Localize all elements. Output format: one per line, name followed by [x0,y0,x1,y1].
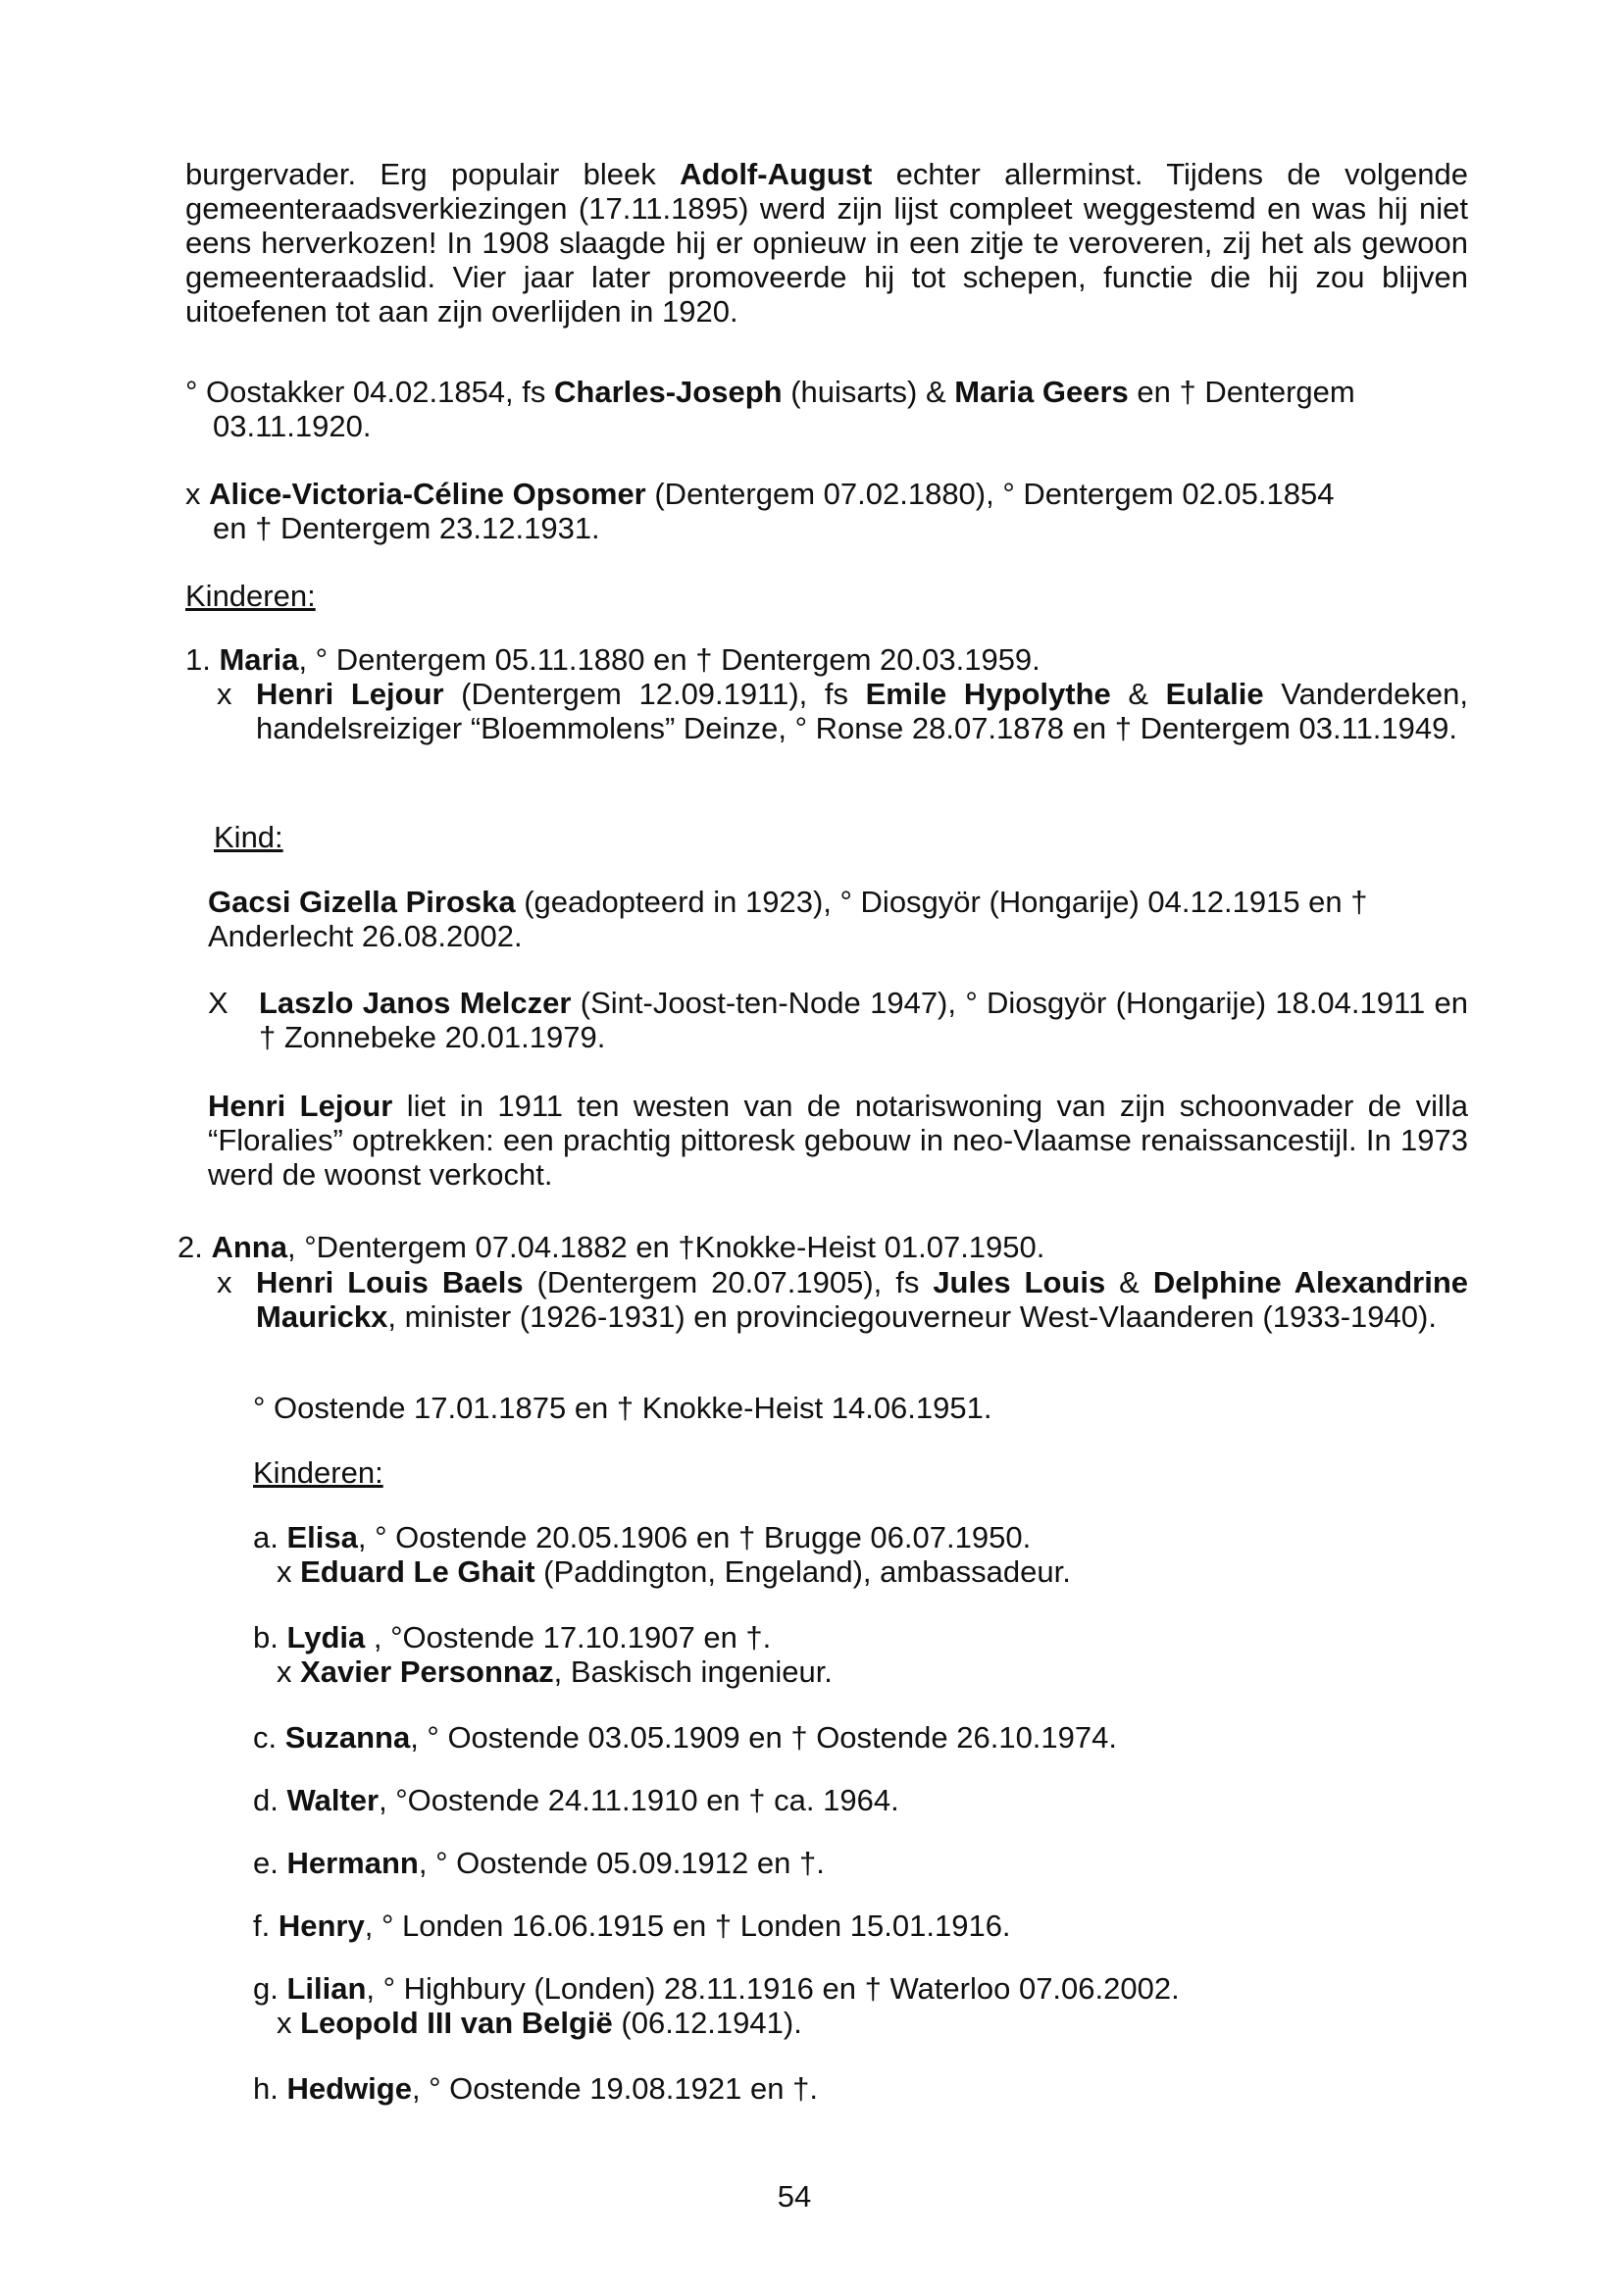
intro-name-adolf-august: Adolf-August [680,157,873,191]
child-2-spouse-mother: Delphine Alexandrine Maurickx [256,1265,1469,1334]
grandchild-f [253,1909,1011,1943]
grandchild-b-spouse-text: , Baskisch ingenieur. [553,1655,833,1689]
grandchild-c-letter: c. [253,1720,285,1755]
grandchild-b-spouse: Xavier Personnaz [300,1655,554,1689]
marriage-line-2 [185,511,1468,545]
child-2-spouse-birth [253,1391,992,1425]
child-2-marriage-text [256,1265,1468,1334]
grandchild-h [253,2071,818,2106]
kind-heading-text: Kind: [214,820,283,854]
grandchild-e-text: , ° Oostende 05.09.1912 en †. [418,1846,825,1880]
intro-text-2: echter allerminst. Tijdens de volgende gemeenteraadsverkiezingen (17.11.1895) werd zijn lijst compleet weggestemd en was hij niet eens herverkozen! In 1908 slaagde hij er opnieuw in een zitje te veroveren, zij het als gewoon gemeenteraadslid. Vier jaar later promoveerde hij tot schepen, functie die hij zou blijven uitoefenen tot aan zijn overlijden in 1920. [185,157,1468,329]
grandchild-g [253,1971,1180,2040]
child-1-text: , ° Dentergem 05.11.1880 en † Dentergem 20.03.1959. [298,642,1040,677]
kinderen-heading-text: Kinderen: [185,579,316,613]
child-2-kinderen-heading-text: Kinderen: [253,1455,383,1490]
grandchild-b-name: Lydia [286,1620,366,1655]
grandchild-b [253,1620,833,1689]
birth-text-2: (huisarts) & [782,375,955,409]
gacsi-entry [208,885,1468,953]
grandchild-g-letter: g. [253,1971,287,2006]
birth-text-3: en † Dentergem [1128,375,1355,409]
grandchild-a-x: x [277,1554,301,1589]
child-2-number: 2. [178,1230,212,1264]
grandchild-b-letter: b. [253,1620,287,1655]
child-2-name: Anna [211,1230,287,1264]
grandchild-a-text: , ° Oostende 20.05.1906 en † Brugge 06.07.1950. [357,1520,1032,1554]
laszlo-entry [208,986,1468,1054]
child-2-kinderen-heading [253,1455,383,1490]
grandchild-a-name: Elisa [286,1520,358,1554]
child-1-marriage-text-2: & [1110,677,1166,711]
death-date: 03.11.1920. [213,409,372,443]
child-1-marriage-text [256,677,1468,745]
grandchild-f-text: , ° Londen 16.06.1915 en † Londen 15.01.1916. [364,1909,1011,1943]
page-number [755,2179,834,2214]
grandchild-b-x: x [277,1655,301,1689]
villa-person-name: Henri Lejour [208,1089,393,1123]
child-1-line [185,642,1468,677]
grandchild-h-text: , ° Oostende 19.08.1921 en †. [411,2071,818,2106]
grandchild-g-spouse-text: (06.12.1941). [612,2006,802,2040]
grandchild-c-name: Suzanna [284,1720,411,1755]
grandchild-c [253,1720,1117,1755]
child-1-spouse-name: Henri Lejour [256,677,444,711]
child-2-marriage-text-1: (Dentergem 20.07.1905), fs [523,1265,934,1299]
marriage-text-2: en † Dentergem 23.12.1931. [213,511,600,545]
child-2-marriage-x: x [217,1265,232,1299]
grandchild-c-text: , ° Oostende 03.05.1909 en † Oostende 26.10.1974. [410,1720,1117,1755]
child-2-text: , °Dentergem 07.04.1882 en †Knokke-Heist 01.07.1950. [286,1230,1045,1264]
grandchild-e-name: Hermann [286,1846,419,1880]
marriage-entry [185,477,1468,545]
gacsi-name: Gacsi Gizella Piroska [208,885,516,919]
child-2-spouse-birth-text: ° Oostende 17.01.1875 en † Knokke-Heist 14.06.1951. [253,1391,992,1425]
child-1-marriage-text-1: (Dentergem 12.09.1911), fs [443,677,866,711]
laszlo-x: X [208,986,228,1020]
grandchild-a-letter: a. [253,1520,287,1554]
grandchild-a-spouse-text: (Paddington, Engeland), ambassadeur. [534,1554,1071,1589]
grandchild-g-spouse: Leopold III van België [300,2006,613,2040]
child-1-marriage-text-3: Vanderdeken, handelsreiziger “Bloemmolens” Deinze, ° Ronse 28.07.1878 en † Dentergem 03.11.1949. [256,677,1468,745]
grandchild-d-letter: d. [253,1783,287,1817]
grandchild-f-letter: f. [253,1909,279,1943]
child-1-name: Maria [219,642,299,677]
marriage-text-1: (Dentergem 07.02.1880), ° Dentergem 02.05.1854 [645,477,1335,511]
father-name: Charles-Joseph [554,375,783,409]
laszlo-details: (Sint-Joost-ten-Node 1947), ° Diosgyör (Hongarije) 18.04.1911 en † Zonnebeke 20.01.1979. [259,986,1468,1054]
child-1-spouse-father: Emile Hypolythe [865,677,1111,711]
birth-entry [185,375,1468,443]
child-1-marriage-x: x [217,677,232,711]
grandchild-d-text: , °Oostende 24.11.1910 en † ca. 1964. [379,1783,899,1817]
birth-text-1: ° Oostakker 04.02.1854, fs [185,375,554,409]
grandchild-a [253,1520,1071,1589]
birth-line-2 [185,409,1468,443]
child-2-spouse-father: Jules Louis [933,1265,1106,1299]
villa-text: liet in 1911 ten westen van de notariswoning van zijn schoonvader de villa “Floralies” optrekken: een prachtig pittoresk gebouw in neo-Vlaamse renaissancestijl. In 1973 werd de woonst verkocht. [208,1089,1468,1192]
child-2-marriage [217,1265,1468,1334]
villa-paragraph [208,1089,1468,1192]
child-2-marriage-text-3: , minister (1926-1931) en provinciegouverneur West-Vlaanderen (1933-1940). [387,1299,1437,1334]
grandchild-g-text: , ° Highbury (Londen) 28.11.1916 en † Waterloo 07.06.2002. [366,1971,1180,2006]
marriage-x: x [185,477,210,511]
kind-heading [214,820,283,854]
intro-text-1: burgervader. Erg populair bleek [185,157,681,191]
grandchild-e-letter: e. [253,1846,287,1880]
laszlo-text [259,986,1468,1054]
grandchild-d [253,1783,899,1817]
grandchild-e [253,1846,825,1880]
child-2-line [178,1230,1468,1264]
grandchild-g-x: x [277,2006,301,2040]
child-1-spouse-mother: Eulalie [1165,677,1264,711]
gacsi-text: (geadopteerd in 1923), ° Diosgyör (Hongarije) 04.12.1915 en † Anderlecht 26.08.2002. [208,885,1368,953]
grandchild-f-name: Henry [278,1909,365,1943]
page-number-text: 54 [777,2179,812,2214]
laszlo-name: Laszlo Janos Melczer [259,986,572,1020]
grandchild-a-spouse: Eduard Le Ghait [300,1554,535,1589]
child-2-marriage-text-2: & [1105,1265,1153,1299]
intro-paragraph [185,157,1468,329]
child-1-number: 1. [185,642,220,677]
birth-line-1 [185,375,1468,409]
spouse-name: Alice-Victoria-Céline Opsomer [209,477,646,511]
grandchild-b-text: , °Oostende 17.10.1907 en †. [365,1620,772,1655]
child-2-spouse-name: Henri Louis Baels [256,1265,524,1299]
grandchild-d-name: Walter [286,1783,380,1817]
marriage-line-1 [185,477,1468,511]
mother-name: Maria Geers [954,375,1129,409]
kinderen-heading [185,579,316,613]
grandchild-h-letter: h. [253,2071,287,2106]
grandchild-h-name: Hedwige [286,2071,412,2106]
grandchild-g-name: Lilian [286,1971,367,2006]
child-1-marriage [217,677,1468,745]
